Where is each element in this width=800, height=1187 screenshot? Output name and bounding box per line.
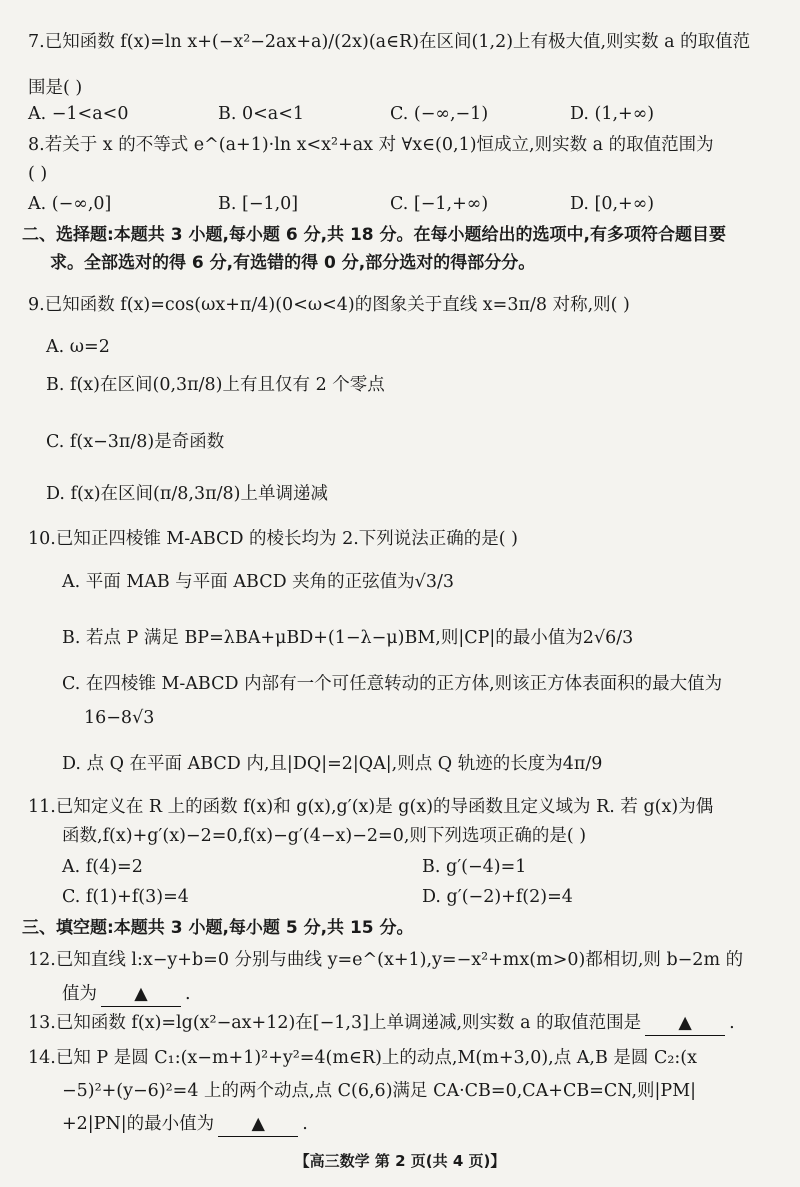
- q12-answer-blank: [101, 982, 181, 1007]
- q14-stem-end: [62, 1112, 782, 1137]
- q8-options: [28, 192, 782, 216]
- q11-option-d: D. g′(−2)+f(2)=4: [422, 887, 573, 907]
- q8-option-a: A. (−∞,0]: [28, 194, 112, 214]
- q9-option-b: B. f(x)在区间(0,3π/8)上有且仅有 2 个零点: [46, 375, 385, 395]
- q12-stem-suffix: .: [185, 984, 191, 1004]
- q13-stem-text: 13.已知函数 f(x)=lg(x²−ax+12)在[−1,3]上单调递减,则实数 a 的取值范围是: [28, 1013, 642, 1033]
- q8-stem: 8.若关于 x 的不等式 e^(a+1)·ln x<x²+ax 对 ∀x∈(0,1)恒成立,则实数 a 的取值范围为: [28, 135, 714, 155]
- q14-stem-cont: −5)²+(y−6)²=4 上的两个动点,点 C(6,6)满足 CA·CB=0,CA+CB=CN,则|PM|: [62, 1081, 697, 1101]
- answer-marker-icon: ▲: [251, 1114, 265, 1134]
- q8-stem-cont: ( ): [28, 164, 48, 184]
- q14-stem-suffix: .: [302, 1114, 308, 1134]
- q14-stem-text: +2|PN|的最小值为: [62, 1114, 215, 1134]
- q7-options: [28, 102, 782, 126]
- q10-option-c-cont: 16−8√3: [84, 708, 155, 728]
- q10-stem: 10.已知正四棱锥 M-ABCD 的棱长均为 2.下列说法正确的是( ): [28, 529, 519, 549]
- q11-option-b: B. g′(−4)=1: [422, 857, 527, 877]
- q9-option-c: C. f(x−3π/8)是奇函数: [46, 432, 225, 452]
- q9-option-a: A. ω=2: [46, 337, 110, 357]
- q11-stem-cont: 函数,f(x)+g′(x)−2=0,f(x)−g′(4−x)−2=0,则下列选项正确的是( ): [62, 826, 587, 846]
- q7-stem: 7.已知函数 f(x)=ln x+(−x²−2ax+a)/(2x)(a∈R)在区间(1,2)上有极大值,则实数 a 的取值范: [28, 32, 751, 52]
- answer-marker-icon: ▲: [678, 1013, 692, 1033]
- q11-option-a: A. f(4)=2: [62, 857, 143, 877]
- section2-heading-cont: 求。全部选对的得 6 分,有选错的得 0 分,部分选对的得部分分。: [50, 253, 536, 273]
- q7-option-b: B. 0<a<1: [218, 104, 305, 124]
- section3-heading: 三、填空题:本题共 3 小题,每小题 5 分,共 15 分。: [22, 918, 414, 938]
- q13-answer-blank: [645, 1011, 725, 1036]
- q8-option-b: B. [−1,0]: [218, 194, 299, 214]
- q11-options-row2: [62, 885, 782, 909]
- q14-stem: 14.已知 P 是圆 C₁:(x−m+1)²+y²=4(m∈R)上的动点,M(m+3,0),点 A,B 是圆 C₂:(x: [28, 1048, 697, 1068]
- q11-option-c: C. f(1)+f(3)=4: [62, 887, 189, 907]
- q12-stem-prefix: 值为: [62, 984, 97, 1004]
- q8-option-c: C. [−1,+∞): [390, 194, 489, 214]
- q9-option-d: D. f(x)在区间(π/8,3π/8)上单调递减: [46, 484, 328, 504]
- q7-option-d: D. (1,+∞): [570, 104, 655, 124]
- q7-option-a: A. −1<a<0: [28, 104, 129, 124]
- q13-stem-suffix: .: [729, 1013, 735, 1033]
- q11-options-row1: [62, 855, 782, 879]
- q14-answer-blank: [218, 1112, 298, 1137]
- answer-marker-icon: ▲: [134, 984, 148, 1004]
- q10-option-c: C. 在四棱锥 M-ABCD 内部有一个可任意转动的正方体,则该正方体表面积的最大值为: [62, 674, 723, 694]
- page-footer: 【高三数学 第 2 页(共 4 页)】: [294, 1152, 506, 1170]
- q12-stem-cont: [62, 982, 782, 1007]
- q7-stem-cont: 围是( ): [28, 78, 83, 98]
- q8-option-d: D. [0,+∞): [570, 194, 655, 214]
- q9-stem: 9.已知函数 f(x)=cos(ωx+π/4)(0<ω<4)的图象关于直线 x=3π/8 对称,则( ): [28, 295, 630, 315]
- q11-stem: 11.已知定义在 R 上的函数 f(x)和 g(x),g′(x)是 g(x)的导函数且定义域为 R. 若 g(x)为偶: [28, 797, 714, 817]
- q10-option-d: D. 点 Q 在平面 ABCD 内,且|DQ|=2|QA|,则点 Q 轨迹的长度为4π/9: [62, 754, 603, 774]
- q10-option-b: B. 若点 P 满足 BP=λBA+μBD+(1−λ−μ)BM,则|CP|的最小值为2√6/3: [62, 628, 634, 648]
- q13-stem: [28, 1011, 782, 1036]
- q10-option-a: A. 平面 MAB 与平面 ABCD 夹角的正弦值为√3/3: [62, 572, 454, 592]
- q12-stem: 12.已知直线 l:x−y+b=0 分别与曲线 y=e^(x+1),y=−x²+mx(m>0)都相切,则 b−2m 的: [28, 950, 744, 970]
- q7-option-c: C. (−∞,−1): [390, 104, 489, 124]
- section2-heading: 二、选择题:本题共 3 小题,每小题 6 分,共 18 分。在每小题给出的选项中,有多项符合题目要: [22, 225, 726, 245]
